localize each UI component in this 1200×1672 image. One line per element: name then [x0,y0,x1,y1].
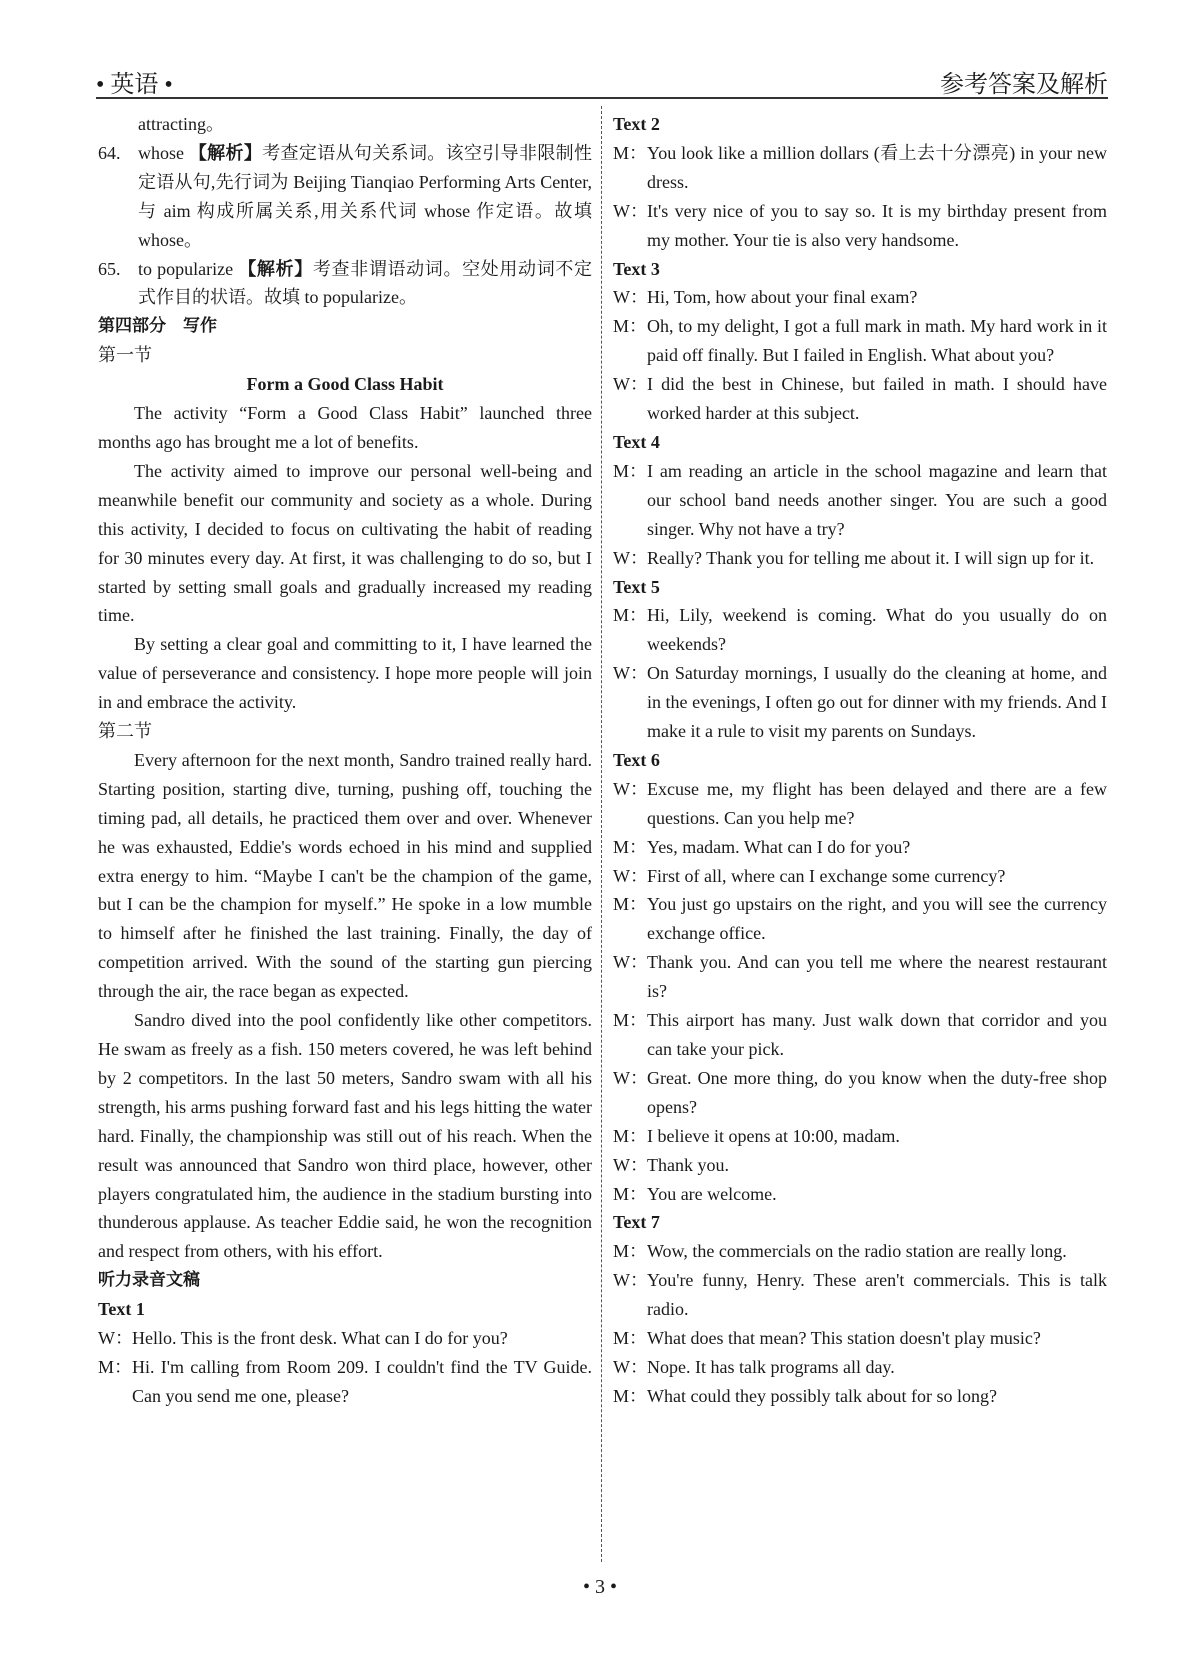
speaker-label: W： [613,1154,648,1175]
speaker-label: M： [613,1328,648,1349]
dialog-text: You are welcome. [647,1183,777,1204]
dialog-text: I am reading an article in the school magazine and learn that our school band needs another singer. You are such a good singer. Why not have a try? [647,460,1107,539]
text-heading: Text 2 [613,114,660,134]
dialog-text: Excuse me, my flight has been delayed and there are a few questions. Can you help me? [647,778,1107,828]
dialog-text: You just go upstairs on the right, and you will see the currency exchange office. [647,894,1107,944]
dialog-line [613,890,1107,948]
dialog-line [613,1324,1107,1353]
dialog-line [613,544,1107,573]
analysis-tag: 【解析】 [238,258,313,279]
dialog-text: Hello. This is the front desk. What can I do for you? [132,1328,508,1349]
speaker-label: M： [613,460,648,481]
analysis-text: 考查非谓语动词。空处用动词不定式作目的状语。故填 to popularize。 [138,258,593,308]
dialog-text: Hi, Tom, how about your final exam? [647,287,918,308]
speaker-label: M： [613,605,648,626]
dialog-line [613,1237,1107,1266]
answer-item [98,139,592,255]
speaker-label: W： [98,1328,133,1349]
dialog-line [613,601,1107,659]
dialog-text: What does that mean? This station doesn't play music? [647,1328,1041,1349]
dialog-text: On Saturday mornings, I usually do the cleaning at home, and in the evenings, I often go out for dinner with my friends. And I make it a rule to visit my parents on Sundays. [647,663,1107,742]
text-heading: Text 1 [98,1299,145,1320]
dialog-text: You're funny, Henry. These aren't commercials. This is talk radio. [647,1270,1107,1320]
dialog-line [613,1382,1107,1411]
speaker-label: W： [613,374,648,395]
dialog-text: It's very nice of you to say so. It is my birthday present from my mother. Your tie is also very handsome. [647,200,1107,250]
dialog-text: I did the best in Chinese, but failed in math. I should have worked harder at this subject. [647,374,1107,424]
speaker-label: W： [613,952,648,973]
subsection-label: 第一节 [98,345,152,366]
page-number: • 3 • [582,1576,617,1598]
speaker-label: M： [613,142,648,163]
speaker-label: M： [613,894,648,915]
answer-text: whose [138,142,184,163]
dialog-text: Hi. I'm calling from Room 209. I couldn't find the TV Guide. Can you send me one, please? [132,1356,592,1406]
dialog-text: I believe it opens at 10:00, madam. [647,1125,900,1146]
text-heading: Text 6 [613,749,660,770]
analysis-text: 考查定语从句关系词。该空引导非限制性定语从句,先行词为 Beijing Tianqiao Performing Arts Center,与 aim 构成所属关系,用关系代词 whose 作定语。故填 whose。 [138,142,593,250]
speaker-label: W： [613,547,648,568]
item-number: 64. [98,142,121,163]
speaker-label: M： [98,1356,133,1377]
speaker-label: W： [613,1356,648,1377]
dialog-line [613,775,1107,833]
dialog-line [613,659,1107,746]
section-heading: 听力录音文稿 [98,1270,200,1291]
dialog-text: Oh, to my delight, I got a full mark in math. My hard work in it paid off finally. But I failed in English. What about you? [647,316,1107,366]
left-column [98,110,592,1411]
speaker-label: W： [613,200,648,221]
dialog-text: First of all, where can I exchange some currency? [647,865,1006,886]
speaker-label: M： [613,1241,648,1262]
right-column [613,110,1107,1411]
dialog-text: What could they possibly talk about for so long? [647,1385,997,1406]
dialog-line [613,1353,1107,1382]
speaker-label: W： [613,1067,648,1088]
subsection-label: 第二节 [98,721,152,742]
speaker-label: W： [613,1270,648,1291]
dialog-text: Wow, the commercials on the radio station are really long. [647,1241,1067,1262]
dialog-text: Hi, Lily, weekend is coming. What do you usually do on weekends? [647,605,1107,655]
dialog-line [613,1151,1107,1180]
speaker-label: M： [613,1183,648,1204]
speaker-label: W： [613,663,648,684]
dialog-line [613,1006,1107,1064]
speaker-label: M： [613,1010,648,1031]
dialog-line [613,457,1107,544]
continuation-text: attracting。 [138,114,224,134]
paragraph: The activity aimed to improve our personal well-being and meanwhile benefit our community and society as a whole. During this activity, I decided to focus on cultivating the habit of reading for 30 minutes every day. At first, it was challenging to do so, but I started by setting small goals and gradually increased my reading time. [98,460,592,626]
speaker-label: M： [613,316,648,337]
dialog-line [613,1266,1107,1324]
speaker-label: W： [613,865,648,886]
header-section-title: 参考答案及解析 [940,72,1108,98]
dialog-line [613,312,1107,370]
dialog-line [613,139,1107,197]
paragraph: By setting a clear goal and committing to it, I have learned the value of perseverance and consistency. I hope more people will join in and embrace the activity. [98,634,592,713]
speaker-label: M： [613,836,648,857]
dialog-line [98,1353,592,1411]
answer-item [98,255,592,313]
essay-title: Form a Good Class Habit [246,374,444,395]
dialog-text: Nope. It has talk programs all day. [647,1356,895,1377]
paragraph: Every afternoon for the next month, Sandro trained really hard. Starting position, starting dive, turning, pushing off, touching the timing pad, all details, he practiced them over and over. Whenever he was exhausted, Eddie's words echoed in his mind and supplied extra energy to him. “Maybe I can't be the champion of the game, but I can be the champion for myself.” He spoke in a low mumble to himself after he finished the last training. Finally, the day of competition arrived. With the sound of the starting gun piercing through the air, the race began as expected. [98,749,592,1002]
dialog-text: Thank you. And can you tell me where the nearest restaurant is? [647,952,1107,1002]
answer-text: to popularize [138,258,234,279]
dialog-text: Really? Thank you for telling me about it. I will sign up for it. [647,547,1095,568]
column-divider [601,106,602,1562]
dialog-line [613,1180,1107,1209]
dialog-line [613,1122,1107,1151]
analysis-tag: 【解析】 [188,142,263,163]
dialog-line [613,948,1107,1006]
paragraph: Sandro dived into the pool confidently like other competitors. He swam as freely as a fish. 150 meters covered, he was left behind by 2 competitors. In the last 50 meters, Sandro swam with all his strength, his arms pushing forward fast and his legs hitting the water hard. Finally, the championship was still out of his reach. When the result was announced that Sandro won third place, however, other players congratulated him, the audience in the stadium bursting into thunderous applause. As teacher Eddie said, he won the recognition and respect from others, with his effort. [98,1010,592,1262]
dialog-line [613,197,1107,255]
text-heading: Text 4 [613,431,660,452]
dialog-text: Thank you. [647,1154,729,1175]
paragraph: The activity “Form a Good Class Habit” launched three months ago has brought me a lot of benefits. [98,403,592,452]
dialog-line [613,862,1107,891]
speaker-label: M： [613,1385,648,1406]
dialog-line [613,283,1107,312]
item-number: 65. [98,258,121,279]
header-subject: • 英语 • [96,72,173,98]
dialog-text: This airport has many. Just walk down that corridor and you can take your pick. [647,1010,1107,1059]
text-heading: Text 5 [613,576,660,597]
dialog-line [98,1324,592,1353]
section-heading: 第四部分 写作 [98,316,217,337]
dialog-text: Great. One more thing, do you know when the duty-free shop opens? [647,1067,1107,1117]
dialog-text: Yes, madam. What can I do for you? [647,836,911,857]
speaker-label: W： [613,778,648,799]
header-rule [96,97,1108,99]
speaker-label: W： [613,287,648,308]
dialog-line [613,833,1107,862]
text-heading: Text 7 [613,1212,660,1233]
text-heading: Text 3 [613,258,660,279]
dialog-text: You look like a million dollars (看上去十分漂亮) in your new dress. [647,142,1107,192]
dialog-line [613,1064,1107,1122]
dialog-line [613,370,1107,428]
speaker-label: M： [613,1125,648,1146]
